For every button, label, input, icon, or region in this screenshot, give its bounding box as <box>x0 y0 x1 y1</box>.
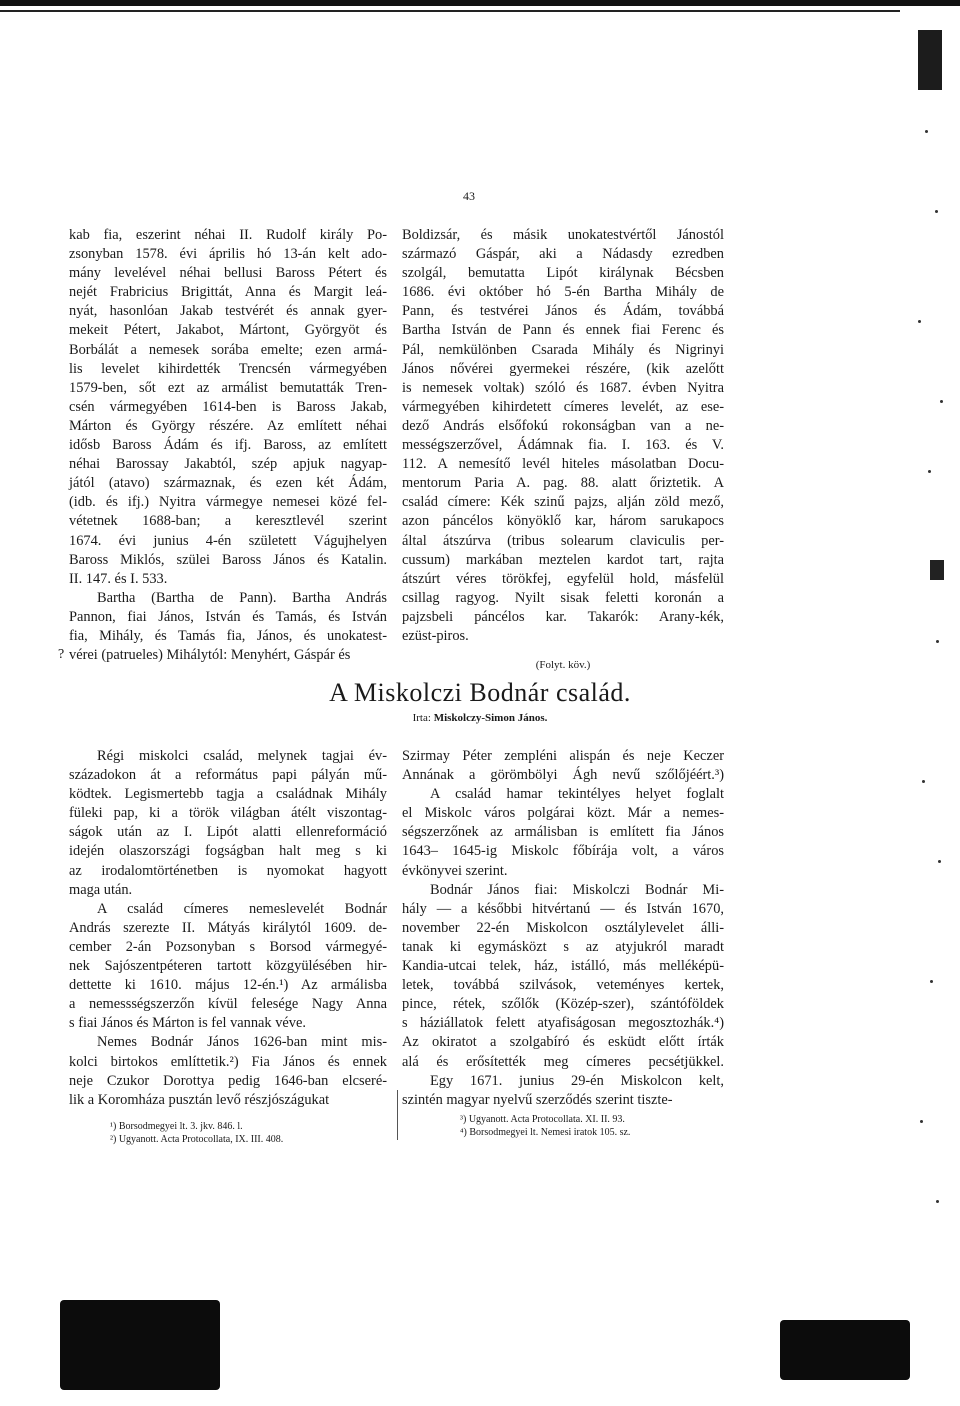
text-line: maga után. <box>69 881 133 898</box>
bottom-left-column <box>69 747 387 1110</box>
text-line: Baross Miklós, szülei Baross János és Katalin. <box>69 551 387 568</box>
scan-blot-bottom-right <box>780 1320 910 1380</box>
text-line: Pannon, fiai János, István és Tamás, és István <box>69 608 387 625</box>
text-line: a nemessségszerzőn kívül felesége Nagy Anna <box>69 996 387 1013</box>
scan-edge-line <box>0 10 900 12</box>
text-line: (idb. és ifj.) Nyitra vármegye nemesei közé fel- <box>69 494 387 511</box>
text-line: hály — a későbbi hitvértanú — és István 1670, <box>402 900 724 917</box>
byline-prefix: Irta: <box>412 712 431 724</box>
text-line: tanak ki egymásközt s az atyjukról maradt <box>402 938 724 955</box>
text-line: Az okiratot a szolgabíró és esküdt előtt írták <box>402 1034 724 1051</box>
text-line: nek Sajószentpéteren tartott közgyülésében hir- <box>69 958 387 975</box>
text-line: zsonyban 1578. évi április hó 13-án kelt ado- <box>69 246 387 263</box>
margin-mark: ? <box>58 647 65 662</box>
text-line: lis levelet kihirdették Trencsén vármegyében <box>69 360 387 377</box>
text-line: az irodalomtörténetben is nyomokat hagyott <box>69 862 387 879</box>
text-line: letek, továbbá szilvások, veteményes kertek, <box>402 977 724 994</box>
text-line: csén vármegyében 1614-ben is Baross Jakab, <box>69 398 387 415</box>
text-line: Annának a görömbölyi Ágh nevű szőlőjéért.³) <box>402 767 724 784</box>
scan-edge-right <box>918 30 942 90</box>
text-line: kolci birtokos említtetik.²) Fia János és ennek <box>69 1053 387 1070</box>
text-line: mány levelével néhai bellusi Baross Pétert és <box>69 265 387 282</box>
text-line: ködtek. Legismertebb tagja a családnak Mihály <box>69 786 387 803</box>
text-line: nyát, hasonlóan Jakab testvérét és annak gyer- <box>69 303 387 320</box>
text-line: néhai Barossay Jakabtól, szép apjuk nagyap- <box>69 456 387 473</box>
text-line: azon páncélos könyöklő kar, három sarukapocs <box>402 513 724 530</box>
text-line: cussum) markában meztelen kardot tart, rajta <box>402 551 724 568</box>
text-line: A család címeres nemeslevelét Bodnár <box>97 900 387 917</box>
text-line: fia, Mihály, és Tamás fia, János, és unokatest- <box>69 627 387 644</box>
text-line: s háziállatok felett atyafiságosan megosztozhák.⁴) <box>402 1015 724 1032</box>
page-number: 43 <box>463 189 475 203</box>
scan-speck <box>930 980 933 983</box>
footnote: ³) Ugyanott. Acta Protocollata. XI. II. 93. <box>460 1114 625 1125</box>
text-line: ságok után az I. Lipót alatti ellenreformáció <box>69 824 387 841</box>
text-line: mességszerzővel, Ádámnak fia. I. 163. és V. <box>402 437 724 454</box>
text-line: 1579-ben, sőt ezt az armálist bemutatták Tren- <box>69 379 387 396</box>
text-line: november 22-én Miskolcon osztálylevelet álli- <box>402 919 724 936</box>
text-line: lik a Koromháza pusztán levő részjószágukat <box>69 1091 330 1108</box>
footnote: ¹) Borsodmegyei lt. 3. jkv. 846. l. <box>110 1121 243 1132</box>
text-line: 1686. évi október hó 5-én Bartha Mihály de <box>402 284 724 301</box>
text-line: szintén magyar nyelvű szerződés szerint tiszte- <box>402 1091 673 1108</box>
text-line: Borbálát a nemesek sorába emelte; ezen armá- <box>69 341 387 358</box>
scan-speck <box>918 320 921 323</box>
text-line: Egy 1671. junius 29-én Miskolcon kelt, <box>430 1072 724 1089</box>
bottom-right-column <box>402 747 724 1110</box>
scan-speck <box>925 130 928 133</box>
scan-speck <box>940 400 943 403</box>
text-line: nejét Frabricius Brigittát, Anna és Margit leá- <box>69 284 387 301</box>
text-line: által átszúrva (tribus solearum claviculis per- <box>402 532 724 549</box>
text-line: évkönyvei szerint. <box>402 862 508 879</box>
scan-blot-bottom-left <box>60 1300 220 1390</box>
top-right-column <box>402 226 724 675</box>
text-line: II. 147. és I. 533. <box>69 570 168 587</box>
text-line: pajzsbeli páncélos kar. Takarók: Arany-kék, <box>402 608 724 625</box>
byline-author: Miskolczy-Simon János. <box>433 712 548 724</box>
scan-speck <box>920 1120 923 1123</box>
text-line: Bartha (Bartha de Pann). Bartha András <box>97 589 387 606</box>
text-line: jától (atavo) származnak, és ezen két Ádám, <box>69 475 387 492</box>
text-line: 112. A nemesítő levél hiteles másolatban Docu- <box>402 456 724 473</box>
text-line: szolgál, bemutatta Lipót királynak Bécsben <box>402 265 724 282</box>
footnote: ⁴) Borsodmegyei lt. Nemesi iratok 105. sz. <box>460 1127 631 1138</box>
text-line: János nővérei gyermekei részére, (kik azelőtt <box>402 360 724 377</box>
text-line: kab fia, eszerint néhai II. Rudolf király Po- <box>69 227 387 243</box>
text-line: s fiai János és Márton is fel vannak véve. <box>69 1015 306 1032</box>
text-line: 1674. évi junius 4-én született Vágujhelyen <box>69 532 387 549</box>
scan-mark-right <box>930 560 944 580</box>
text-line: alá és erősítették meg címeres pecsétjükkel. <box>402 1053 724 1070</box>
column-divider <box>397 1090 398 1140</box>
text-line: századokon át a református papi pályán mű- <box>69 767 387 784</box>
text-line: is nemesek voltak) szóló és 1687. évben Nyitra <box>402 379 724 396</box>
text-line: Boldizsár, és másik unokatestvértől Jánostól <box>402 227 724 243</box>
text-line: el Miskolc város polgárai közt. Már a nemes- <box>402 805 724 822</box>
continued-note: (Folyt. köv.) <box>535 659 591 672</box>
scan-speck <box>922 780 925 783</box>
scan-speck <box>935 210 938 213</box>
text-line: füleki pap, ki a török világban átélt viszontag- <box>69 805 387 822</box>
scan-speck <box>936 640 939 643</box>
text-line: cember 2-án Pozsonyban s Borsod vármegyé- <box>69 938 387 955</box>
text-line: család címere: Kék szinű pajzs, alján zöld mező, <box>402 494 724 511</box>
text-line: vétetnek 1688-ban; a keresztlevél szerint <box>69 513 387 530</box>
text-line: ségszerzőnek az armálisban is említett fia János <box>402 824 724 841</box>
text-line: Bodnár János fiai: Miskolczi Bodnár Mi- <box>430 881 724 898</box>
text-line: Kandia-utcai telek, ház, istálló, más melléképü- <box>402 958 724 975</box>
text-line: Régi miskolci család, melynek tagjai év- <box>97 748 387 764</box>
text-line: A család hamar tekintélyes helyet foglalt <box>430 786 724 803</box>
text-line: idején olaszországi fogságban halt meg s ki <box>69 843 387 860</box>
text-line: dező András elsőfokú rokonságban van a ne- <box>402 417 724 434</box>
text-line: Márton és György részére. Az említett néhai <box>69 417 387 434</box>
text-line: Szirmay Péter zempléni alispán és neje Keczer <box>402 748 724 764</box>
text-line: csillag ragyog. Nyilt sisak feletti koronán a <box>402 589 724 606</box>
scan-edge-top <box>0 0 960 6</box>
text-line: Nemes Bodnár János 1626-ban mint mis- <box>97 1034 387 1051</box>
scan-speck <box>936 1200 939 1203</box>
text-line: idősb Baross Ádám és ifj. Baross, az említett <box>69 437 387 454</box>
text-line: vérei (patrueles) Mihálytól: Menyhért, Gáspár és <box>69 647 351 664</box>
article-title: A Miskolczi Bodnár család. <box>329 678 631 707</box>
footnotes-left <box>110 1120 390 1146</box>
scan-speck <box>938 860 941 863</box>
text-line: mekeit Pétert, Jakabot, Mártont, Györgyöt és <box>69 322 387 339</box>
text-line: pince, rétek, szőlők (Közép-szer), szántóföldek <box>402 996 724 1013</box>
scan-speck <box>928 470 931 473</box>
text-line: átszúrt véres törökfej, egyfelül hold, másfelül <box>402 570 724 587</box>
text-line: dettette ki 1610. május 12-én.¹) Az armálisba <box>69 977 387 994</box>
text-line: származó Gáspár, aki a Nádasdy ezredben <box>402 246 724 263</box>
text-line: vármegyében kihirdetett címeres levelét, az ese- <box>402 398 724 415</box>
text-line: Pann, és testvérei János és Ádám, továbbá <box>402 303 724 320</box>
text-line: Pál, nemkülönben Csarada Mihály és Nigrinyi <box>402 341 724 358</box>
text-line: mentorum Paria A. pag. 88. alatt őriztetik. A <box>402 475 724 492</box>
top-left-column <box>69 226 387 665</box>
text-line: András szerezte II. Mátyás királytól 1609. de- <box>69 919 387 936</box>
footnotes-right <box>460 1113 740 1139</box>
article-byline <box>0 712 960 724</box>
text-line: neje Czukor Dorottya pedig 1646-ban elcseré- <box>69 1072 387 1089</box>
text-line: Bartha István de Pann és ennek fiai Ferenc és <box>402 322 724 339</box>
text-line: ezüst-piros. <box>402 627 469 644</box>
text-line: 1643– 1645-ig Miskolc főbírája volt, a város <box>402 843 724 860</box>
footnote: ²) Ugyanott. Acta Protocollata, IX. III. 408. <box>110 1134 284 1145</box>
